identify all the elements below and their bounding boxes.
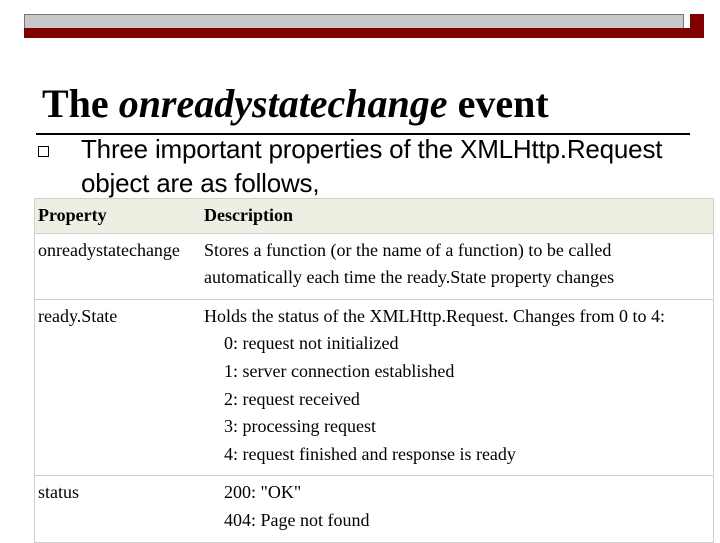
description-line: 1: server connection established	[224, 360, 455, 381]
top-red-square	[690, 14, 704, 28]
title-part-1: The	[42, 81, 119, 126]
description-line: automatically each time the ready.State property changes	[204, 267, 615, 288]
description-line: Holds the status of the XMLHttp.Request. Changes from 0 to 4:	[204, 305, 665, 326]
property-cell: ready.State	[35, 299, 202, 476]
property-cell: onreadystatechange	[35, 233, 202, 299]
description-line: Stores a function (or the name of a function) to be called	[204, 239, 612, 260]
table-header-row	[35, 199, 714, 234]
property-cell: status	[35, 476, 202, 542]
top-red-bar	[24, 28, 704, 38]
title-part-italic: onreadystatechange	[118, 81, 448, 126]
description-line: 2: request received	[224, 388, 360, 409]
description-line: 4: request finished and response is ready	[224, 443, 516, 464]
description-cell	[201, 299, 714, 476]
description-cell	[201, 233, 714, 299]
description-cell	[201, 476, 714, 542]
title-part-2: event	[447, 81, 549, 126]
description-line: 3: processing request	[224, 416, 376, 437]
slide-title	[42, 80, 549, 127]
table-row	[35, 233, 714, 299]
properties-table	[34, 198, 714, 543]
header-property: Property	[35, 199, 202, 234]
header-description: Description	[201, 199, 714, 234]
table-row	[35, 299, 714, 476]
square-bullet-icon	[38, 146, 49, 157]
description-line: 0: request not initialized	[224, 333, 399, 354]
bullet-text: Three important properties of the XMLHttp.Request object are as follows,	[81, 134, 663, 198]
table-row	[35, 476, 714, 542]
description-line: 404: Page not found	[224, 509, 370, 530]
description-line: 200: "OK"	[224, 482, 302, 503]
